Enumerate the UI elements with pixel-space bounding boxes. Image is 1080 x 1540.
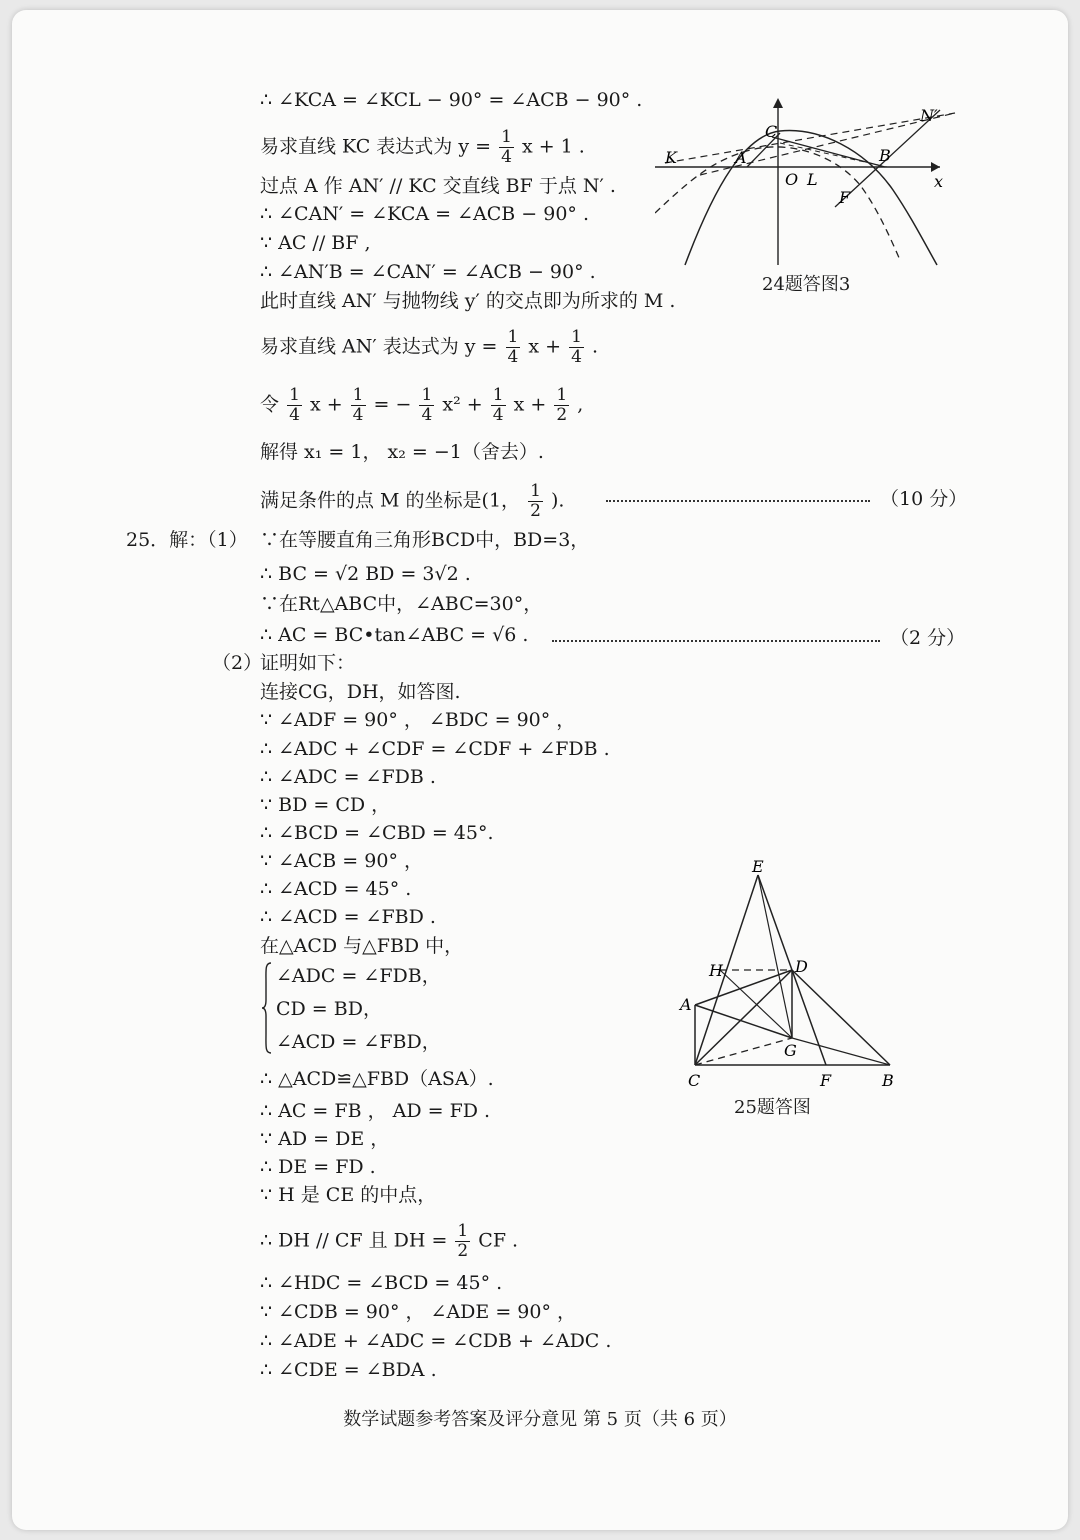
q25-part1-line-4: ∴ AC = BC•tan∠ABC = √6 .	[260, 624, 529, 646]
figure-24-caption: 24题答图3	[762, 274, 851, 295]
q25-part1-line-3: ∵在Rt△ABC中，∠ABC=30°，	[260, 593, 543, 615]
q25-part2-line: 连接CG，DH，如答图.	[260, 681, 461, 703]
q25-part2b-line: ∵ AD = DE ，	[260, 1128, 390, 1150]
label-l: L	[807, 170, 818, 189]
q25-header: 25．解：（1）	[126, 529, 248, 551]
q25-part2b-line: ∴ DE = FD .	[260, 1156, 376, 1178]
x-axis-arrow	[931, 162, 940, 172]
q24-line-4: ∴ ∠CAN′ = ∠KCA = ∠ACB − 90° .	[260, 203, 590, 225]
q24-line-kc-expression: 易求直线 KC 表达式为 y = $\frac{1}{4}$ x + 1 .	[260, 127, 585, 167]
q25-part2-line: ∴ ∠ADC = ∠FDB .	[260, 766, 436, 788]
q25-part2b-line-dh: ∴ DH // CF 且 DH = $\frac{1}{2}$ CF .	[260, 1221, 519, 1261]
label-n: N′	[920, 106, 938, 125]
fraction: $\frac{1}{2}$	[530, 481, 541, 521]
q25-part2-line: 在△ACD 与△FBD 中，	[260, 935, 464, 957]
parabola-solid	[685, 131, 937, 265]
label-f: F	[839, 188, 851, 207]
label-o: O	[785, 170, 799, 189]
q25-part1-line-1: ∵在等腰直角三角形BCD中，BD=3，	[260, 529, 590, 551]
figure-25-caption: 25题答图	[734, 1097, 811, 1118]
system-line-2: CD = BD，	[276, 998, 382, 1020]
q24-line-equation: 令 $\frac{1}{4}$ x + $\frac{1}{4}$ = − $\frac{1}{4}$ x² + $\frac{1}{4}$ x + $\frac{1}{2}$ ,	[260, 385, 584, 425]
q25-part1-line-2: ∴ BC = √2 BD = 3√2 .	[260, 563, 471, 585]
fraction: $\frac{1}{4}$	[289, 385, 300, 425]
system-brace	[262, 962, 272, 1054]
q24-line-6: ∴ ∠AN′B = ∠CAN′ = ∠ACB − 90° .	[260, 261, 596, 283]
system-line-1: ∠ADC = ∠FDB，	[276, 965, 441, 987]
fraction: $\frac{1}{2}$	[556, 385, 568, 425]
line-kc-dashed	[665, 113, 955, 163]
q25-part2-header: （2）	[212, 652, 263, 674]
label-h: H	[709, 961, 723, 980]
label-e: E	[752, 857, 764, 876]
label-c: C	[688, 1071, 701, 1090]
q25-part2b-line: ∴ ∠ADE + ∠ADC = ∠CDB + ∠ADC .	[260, 1330, 612, 1352]
q25-part2b-line: ∴ ∠HDC = ∠BCD = 45° .	[260, 1272, 503, 1294]
label-a: A	[680, 995, 692, 1014]
fraction: $\frac{1}{4}$	[352, 385, 364, 425]
label-f: F	[820, 1071, 832, 1090]
label-c: C	[765, 122, 778, 141]
q25-part2-line: ∴ ∠ACD = 45° .	[260, 878, 412, 900]
q25-part2b-line: ∴ △ACD≌△FBD（ASA）.	[260, 1068, 494, 1090]
fraction: $\frac{1}{4}$	[421, 385, 433, 425]
segment-dc	[695, 970, 792, 1065]
q25-part2-line: ∴ ∠BCD = ∠CBD = 45°.	[260, 822, 494, 844]
label-a: A	[735, 148, 747, 167]
q25-part2-line: ∴ ∠ACD = ∠FBD .	[260, 906, 436, 928]
q25-part2b-line: ∵ ∠CDB = 90° ， ∠ADE = 90° ，	[260, 1301, 576, 1323]
fraction: $\frac{1}{2}$	[457, 1221, 469, 1261]
label-k: K	[665, 148, 677, 167]
label-g: G	[784, 1041, 797, 1060]
label-x: x	[934, 172, 944, 191]
q25-part2-line: 证明如下：	[260, 652, 356, 674]
dotted-leader	[606, 500, 870, 502]
page-footer: 数学试题参考答案及评分意见 第 5 页（共 6 页）	[343, 1409, 737, 1430]
system-line-3: ∠ACD = ∠FBD，	[276, 1031, 441, 1053]
q25-part2b-line: ∴ AC = FB ， AD = FD .	[260, 1100, 491, 1122]
dotted-leader	[552, 640, 880, 642]
q25-part2-line: ∵ ∠ADF = 90° ， ∠BDC = 90° ，	[260, 709, 576, 731]
y-axis-arrow	[773, 98, 783, 108]
q24-line-1: ∴ ∠KCA = ∠KCL − 90° = ∠ACB − 90° .	[260, 89, 643, 111]
q25-part2b-line: ∴ ∠CDE = ∠BDA .	[260, 1359, 437, 1381]
label-b: B	[882, 1071, 894, 1090]
q25-part2-line: ∴ ∠ADC + ∠CDF = ∠CDF + ∠FDB .	[260, 738, 610, 760]
fraction: $\frac{1}{4}$	[571, 327, 582, 367]
fraction: $\frac{1}{4}$	[492, 385, 504, 425]
q25-part2-line: ∵ ∠ACB = 90° ，	[260, 850, 423, 872]
q25-part2-line: ∵ BD = CD ，	[260, 794, 391, 816]
segment-db	[792, 970, 890, 1065]
q24-line-7: 此时直线 AN′ 与抛物线 y′ 的交点即为所求的 M .	[260, 290, 676, 312]
score-label: （2 分）	[890, 627, 966, 649]
label-d: D	[795, 957, 808, 976]
q24-line-3: 过点 A 作 AN′ // KC 交直线 BF 于点 N′ .	[260, 175, 616, 197]
score-label: （10 分）	[880, 488, 968, 510]
q24-line-an-expression: 易求直线 AN′ 表达式为 y = $\frac{1}{4}$ x + $\frac{1}{4}$ .	[260, 327, 599, 367]
q24-line-solutions: 解得 x₁ = 1， x₂ = −1（舍去）.	[260, 441, 544, 463]
fraction: $\frac{1}{4}$	[507, 327, 519, 367]
segment-cl	[780, 143, 887, 167]
segment-df	[792, 970, 826, 1065]
q24-line-point-m: 满足条件的点 M 的坐标是(1， $\frac{1}{2}$ ).	[260, 481, 565, 521]
q25-part2b-line: ∵ H 是 CE 的中点，	[260, 1184, 437, 1206]
figure-25	[670, 850, 910, 1095]
label-b: B	[879, 146, 891, 165]
fraction: $\frac{1}{4}$	[501, 127, 512, 167]
q24-line-5: ∵ AC // BF ,	[260, 232, 371, 254]
